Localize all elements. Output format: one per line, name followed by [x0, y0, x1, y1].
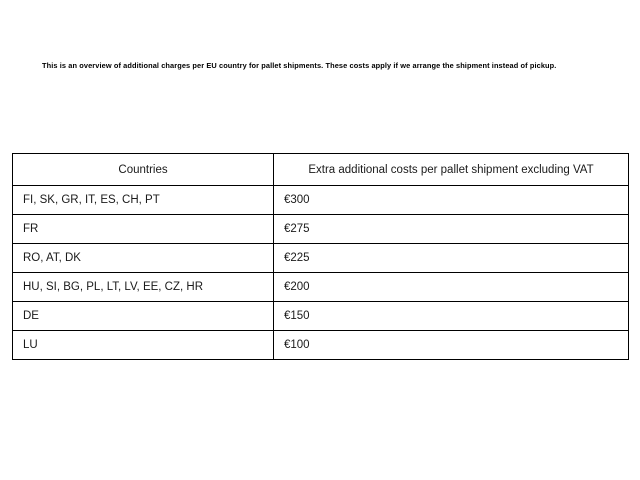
cell-cost: €150	[274, 302, 629, 331]
table-row	[13, 273, 629, 302]
charges-table	[12, 153, 629, 360]
cell-cost: €300	[274, 186, 629, 215]
cell-countries: RO, AT, DK	[13, 244, 274, 273]
cell-countries: HU, SI, BG, PL, LT, LV, EE, CZ, HR	[13, 273, 274, 302]
table-row	[13, 244, 629, 273]
column-header-countries: Countries	[13, 154, 274, 186]
table-header-row	[13, 154, 629, 186]
table-row	[13, 331, 629, 360]
cell-countries: FI, SK, GR, IT, ES, CH, PT	[13, 186, 274, 215]
cell-cost: €225	[274, 244, 629, 273]
cell-countries: FR	[13, 215, 274, 244]
cell-cost: €200	[274, 273, 629, 302]
table-row	[13, 215, 629, 244]
table-row	[13, 302, 629, 331]
cell-countries: LU	[13, 331, 274, 360]
cell-cost: €100	[274, 331, 629, 360]
column-header-cost: Extra additional costs per pallet shipment excluding VAT	[274, 154, 629, 186]
cell-countries: DE	[13, 302, 274, 331]
charges-table-container	[12, 153, 628, 360]
cell-cost: €275	[274, 215, 629, 244]
intro-paragraph: This is an overview of additional charges per EU country for pallet shipments. These costs apply if we arrange the shipment instead of pickup.	[42, 61, 557, 70]
table-row	[13, 186, 629, 215]
